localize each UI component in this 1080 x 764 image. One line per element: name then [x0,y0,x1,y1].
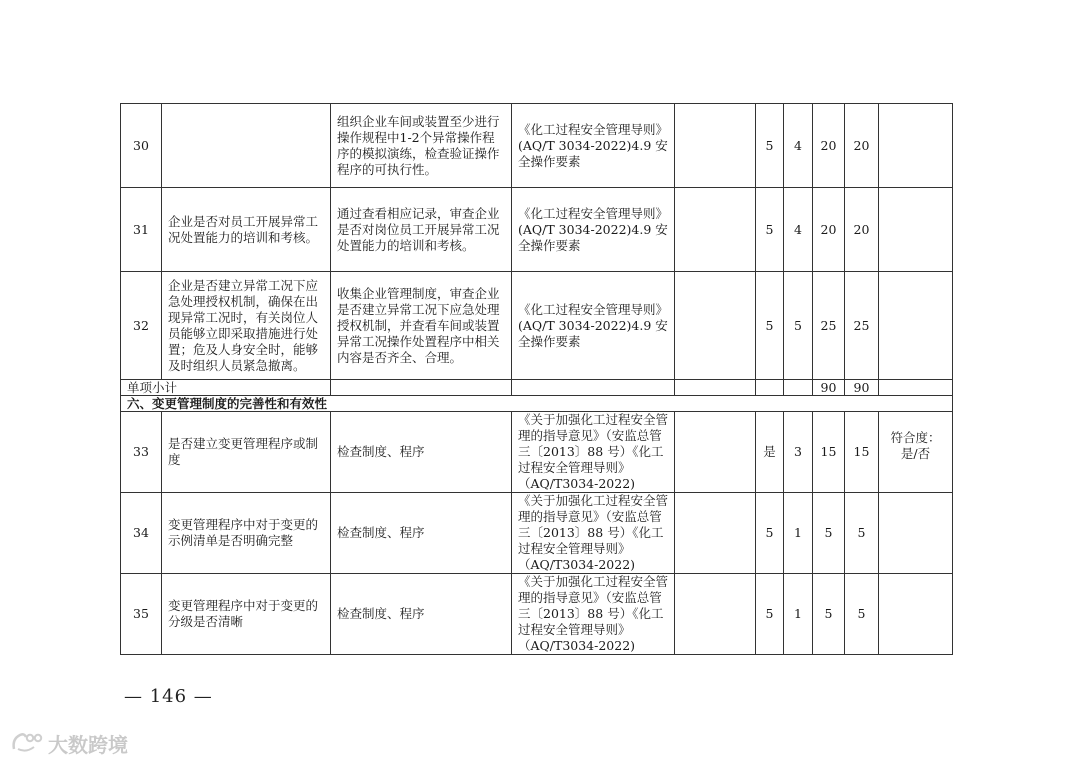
cell-col7: 4 [784,104,813,188]
cell-col9: 5 [845,493,879,574]
check-method: 组织企业车间或装置至少进行操作规程中1-2个异常操作程序的模拟演练，检查验证操作程序的可执行性。 [331,104,512,188]
cell-col7: 5 [784,272,813,380]
check-item: 变更管理程序中对于变更的分级是否清晰 [162,574,331,655]
cell-col9: 20 [845,104,879,188]
row-number: 31 [121,188,162,272]
check-basis: 《关于加强化工过程安全管理的指导意见》（安监总管三〔2013〕88 号）《化工过程安全管理导则》（AQ/T3034-2022) [512,574,675,655]
cell-col7: 1 [784,493,813,574]
section-header-row [121,396,953,412]
cell-col8: 20 [813,104,845,188]
check-item: 是否建立变更管理程序或制度 [162,412,331,493]
assessment-table [120,103,953,655]
check-item: 企业是否建立异常工况下应急处理授权机制，确保在出现异常工况时，有关岗位人员能够立即采取措施进行处置；危及人身安全时，能够及时组织人员紧急撤离。 [162,272,331,380]
cell-col9: 25 [845,272,879,380]
watermark [10,730,128,756]
cell-col9: 15 [845,412,879,493]
watermark-text: 大数跨境 [48,732,128,757]
conformity-note: 符合度：是/否 [879,412,953,493]
subtotal-col8: 90 [813,380,845,396]
check-method: 收集企业管理制度，审查企业是否建立异常工况下应急处理授权机制，并查看车间或装置异常工况操作处置程序中相关内容是否齐全、合理。 [331,272,512,380]
cell-col6: 5 [756,493,784,574]
row-number: 33 [121,412,162,493]
cell-col5 [675,493,756,574]
check-item: 变更管理程序中对于变更的示例清单是否明确完整 [162,493,331,574]
check-method: 检查制度、程序 [331,412,512,493]
table-row [121,272,953,380]
cell-col8: 20 [813,188,845,272]
cell-col8: 25 [813,272,845,380]
cell-col7: 1 [784,574,813,655]
table-row [121,104,953,188]
cell-empty [675,380,756,396]
check-basis: 《关于加强化工过程安全管理的指导意见》（安监总管三〔2013〕88 号）《化工过程安全管理导则》（AQ/T3034-2022) [512,493,675,574]
row-number: 34 [121,493,162,574]
cell-col7: 3 [784,412,813,493]
cell-col5 [675,574,756,655]
cell-col10 [879,272,953,380]
subtotal-row [121,380,953,396]
table-row [121,188,953,272]
cell-col8: 5 [813,574,845,655]
logo-icon [10,729,48,758]
cell-col6: 5 [756,574,784,655]
check-method: 通过查看相应记录，审查企业是否对岗位员工开展异常工况处置能力的培训和考核。 [331,188,512,272]
check-basis: 《化工过程安全管理导则》(AQ/T 3034-2022)4.9 安全操作要素 [512,104,675,188]
page-number: — 146 — [124,686,213,707]
cell-empty [331,380,512,396]
cell-col6: 是 [756,412,784,493]
row-number: 35 [121,574,162,655]
cell-col10 [879,104,953,188]
check-basis: 《化工过程安全管理导则》(AQ/T 3034-2022)4.9 安全操作要素 [512,188,675,272]
check-basis: 《化工过程安全管理导则》(AQ/T 3034-2022)4.9 安全操作要素 [512,272,675,380]
cell-empty [756,380,784,396]
cell-empty [784,380,813,396]
cell-col5 [675,272,756,380]
cell-col5 [675,412,756,493]
cell-col7: 4 [784,188,813,272]
cell-col10 [879,574,953,655]
cell-col8: 15 [813,412,845,493]
subtotal-label: 单项小计 [121,380,331,396]
cell-col5 [675,104,756,188]
check-item: 企业是否对员工开展异常工况处置能力的培训和考核。 [162,188,331,272]
cell-col10 [879,188,953,272]
cell-col6: 5 [756,272,784,380]
section-title: 六、变更管理制度的完善性和有效性 [121,396,953,412]
cell-col10 [879,493,953,574]
table-row [121,574,953,655]
check-item [162,104,331,188]
cell-col6: 5 [756,188,784,272]
cell-col9: 20 [845,188,879,272]
cell-col9: 5 [845,574,879,655]
row-number: 30 [121,104,162,188]
check-method: 检查制度、程序 [331,493,512,574]
cell-empty [879,380,953,396]
check-basis: 《关于加强化工过程安全管理的指导意见》（安监总管三〔2013〕88 号）《化工过程安全管理导则》（AQ/T3034-2022) [512,412,675,493]
cell-col5 [675,188,756,272]
table-row [121,412,953,493]
check-method: 检查制度、程序 [331,574,512,655]
cell-empty [512,380,675,396]
cell-col6: 5 [756,104,784,188]
subtotal-col9: 90 [845,380,879,396]
row-number: 32 [121,272,162,380]
table-row [121,493,953,574]
cell-col8: 5 [813,493,845,574]
